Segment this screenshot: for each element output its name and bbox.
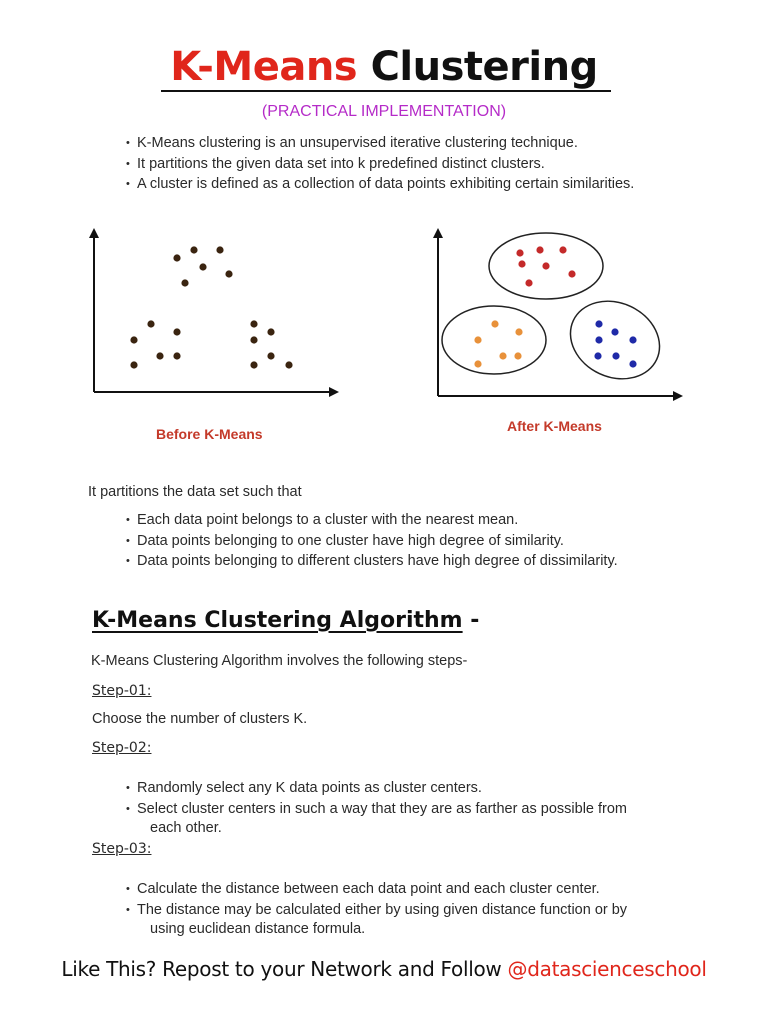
x-axis-arrow bbox=[329, 387, 339, 397]
step-01-text: Choose the number of clusters K. bbox=[92, 711, 308, 727]
data-point-blue bbox=[629, 336, 636, 343]
algorithm-intro: K-Means Clustering Algorithm involves the following steps- bbox=[91, 653, 468, 669]
data-point-orange bbox=[514, 352, 521, 359]
bullet-item: • K-Means clustering is an unsupervised iterative clustering technique. bbox=[126, 133, 634, 154]
partition-intro: It partitions the data set such that bbox=[88, 484, 302, 500]
data-point bbox=[250, 361, 257, 368]
data-point-orange bbox=[491, 320, 498, 327]
data-point bbox=[173, 328, 180, 335]
data-point-blue bbox=[612, 352, 619, 359]
data-point-red bbox=[518, 260, 525, 267]
data-point-red bbox=[542, 262, 549, 269]
data-point bbox=[267, 328, 274, 335]
step-03-bullet-list bbox=[126, 879, 627, 938]
after-caption: After K-Means bbox=[507, 418, 602, 434]
cluster-outline-blue bbox=[558, 287, 673, 393]
bullet-item: • Randomly select any K data points as cluster centers. bbox=[126, 778, 627, 799]
intro-bullet-list bbox=[126, 133, 634, 195]
bullet-item: • Data points belonging to one cluster have high degree of similarity. bbox=[126, 531, 618, 552]
data-point bbox=[216, 246, 223, 253]
bullet-item bbox=[126, 799, 627, 838]
title-clustering: Clustering bbox=[370, 44, 598, 90]
bullet-item: • Data points belonging to different clusters have high degree of dissimilarity. bbox=[126, 551, 618, 572]
data-point bbox=[156, 352, 163, 359]
bullet-item: • Calculate the distance between each data point and each cluster center. bbox=[126, 879, 627, 900]
data-point-orange bbox=[474, 360, 481, 367]
algorithm-heading-dash: - bbox=[462, 608, 480, 633]
data-point-red bbox=[525, 279, 532, 286]
bullet-item: • It partitions the given data set into k predefined distinct clusters. bbox=[126, 154, 634, 175]
data-point-orange bbox=[499, 352, 506, 359]
data-point-red bbox=[516, 249, 523, 256]
step-02-bullet-list bbox=[126, 778, 627, 837]
partition-bullet-list bbox=[126, 510, 618, 572]
after-kmeans-plot bbox=[428, 228, 688, 408]
data-point-red bbox=[536, 246, 543, 253]
data-point bbox=[130, 361, 137, 368]
data-point-orange bbox=[515, 328, 522, 335]
x-axis-arrow bbox=[673, 391, 683, 401]
bullet-item: • A cluster is defined as a collection of data points exhibiting certain similarities. bbox=[126, 174, 634, 195]
data-point-blue bbox=[595, 320, 602, 327]
data-point-blue bbox=[595, 336, 602, 343]
step-03-label: Step-03: bbox=[92, 841, 152, 857]
algorithm-heading bbox=[92, 608, 479, 633]
bullet-text-continued: using euclidean distance formula. bbox=[150, 921, 366, 937]
data-point-blue bbox=[629, 360, 636, 367]
data-point-blue bbox=[611, 328, 618, 335]
data-point bbox=[181, 279, 188, 286]
bullet-text: The distance may be calculated either by using given distance function or by bbox=[137, 901, 628, 918]
data-point bbox=[199, 263, 206, 270]
data-point bbox=[173, 352, 180, 359]
data-point bbox=[190, 246, 197, 253]
data-point bbox=[250, 320, 257, 327]
title-kmeans: K-Means bbox=[170, 44, 358, 90]
data-point bbox=[147, 320, 154, 327]
step-01-label: Step-01: bbox=[92, 683, 152, 699]
data-point-orange bbox=[474, 336, 481, 343]
step-02-label: Step-02: bbox=[92, 740, 152, 756]
page-title bbox=[0, 44, 768, 90]
page-subtitle: (PRACTICAL IMPLEMENTATION) bbox=[261, 103, 507, 120]
algorithm-heading-text: K-Means Clustering Algorithm bbox=[92, 608, 463, 633]
footer-text: Like This? Repost to your Network and Follow bbox=[61, 957, 508, 981]
after-points-group bbox=[474, 246, 636, 367]
y-axis-arrow bbox=[89, 228, 99, 238]
data-point bbox=[130, 336, 137, 343]
cluster-outline-orange bbox=[442, 306, 546, 374]
data-point bbox=[285, 361, 292, 368]
data-point-blue bbox=[594, 352, 601, 359]
title-underline bbox=[161, 90, 611, 92]
data-point bbox=[267, 352, 274, 359]
bullet-text-continued: each other. bbox=[150, 820, 222, 836]
data-point bbox=[250, 336, 257, 343]
footer-handle-link[interactable]: @datascienceschool bbox=[507, 957, 707, 981]
before-caption: Before K-Means bbox=[156, 426, 263, 442]
bullet-item: • Each data point belongs to a cluster with the nearest mean. bbox=[126, 510, 618, 531]
y-axis-arrow bbox=[433, 228, 443, 238]
data-point-red bbox=[559, 246, 566, 253]
before-kmeans-plot bbox=[84, 228, 344, 408]
footer-cta bbox=[0, 957, 768, 981]
data-point bbox=[173, 254, 180, 261]
data-point-red bbox=[568, 270, 575, 277]
bullet-item bbox=[126, 900, 627, 939]
before-points-group bbox=[130, 246, 292, 368]
bullet-text: Select cluster centers in such a way that they are as farther as possible from bbox=[137, 800, 628, 817]
data-point bbox=[225, 270, 232, 277]
